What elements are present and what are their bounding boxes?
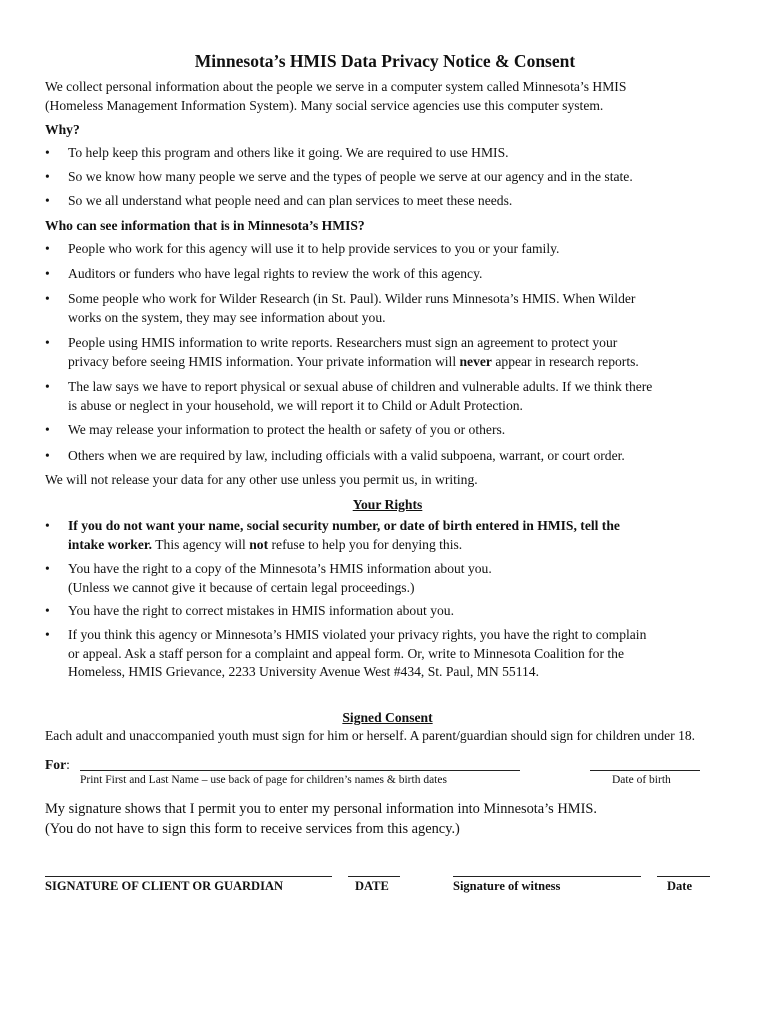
why-item: • To help keep this program and others like it going. We are required to use HMIS. [45, 144, 730, 163]
consent-heading: Signed Consent [342, 710, 433, 725]
name-field-hint: Print First and Last Name – use back of page for children’s names & birth dates [80, 774, 447, 786]
who-item: • Others when we are required by law, including officials with a valid subpoena, warrant, or court order. [45, 447, 730, 466]
rights-item: • You have the right to a copy of the Minnesota’s HMIS information about you. (Unless we cannot give it because of certain legal proceedings.) [45, 560, 730, 597]
why-heading: Why? [45, 122, 80, 137]
who-item: • People who work for this agency will use it to help provide services to you or your family. [45, 240, 730, 259]
who-item: • Some people who work for Wilder Research (in St. Paul). Wilder runs Minnesota’s HMIS. When Wilder works on the system, they may see information about you. [45, 290, 730, 327]
client-signature-label: SIGNATURE OF CLIENT OR GUARDIAN [45, 879, 283, 893]
who-item: • The law says we have to report physical or sexual abuse of children and vulnerable adults. If we think there is abuse or neglect in your household, we will report it to Child or Adult Protection. [45, 378, 730, 415]
rights-item: • If you think this agency or Minnesota’s HMIS violated your privacy rights, you have the right to complain or appeal. Ask a staff person for a complaint and appeal form. Or, write to Minnesota Coalition for the Homeless, HMIS Grievance, 2233 University Avenue West #434, St. Paul, MN 55114. [45, 626, 730, 682]
signature-date-field[interactable] [348, 876, 400, 877]
dob-field-hint: Date of birth [612, 774, 671, 786]
never-emphasis: never [459, 353, 492, 369]
release-statement: We will not release your data for any other use unless you permit us, in writing. [45, 472, 478, 487]
client-signature-field[interactable] [45, 876, 332, 877]
who-item: • Auditors or funders who have legal rights to review the work of this agency. [45, 265, 730, 284]
rights-heading: Your Rights [352, 497, 423, 512]
date-of-birth-field[interactable] [590, 770, 700, 771]
for-label: For: [45, 757, 70, 772]
intro-line-1: We collect personal information about the people we serve in a computer system called Minnesota’s HMIS [45, 79, 627, 94]
why-item: • So we all understand what people need and can plan services to meet these needs. [45, 192, 730, 211]
intro-line-2: (Homeless Management Information System). Many social service agencies use this computer system. [45, 97, 604, 113]
witness-date-label: Date [667, 879, 692, 893]
witness-signature-label: Signature of witness [453, 879, 561, 893]
client-name-field[interactable] [80, 770, 520, 771]
why-item: • So we know how many people we serve and the types of people we serve at our agency and in the state. [45, 168, 730, 187]
who-heading: Who can see information that is in Minnesota’s HMIS? [45, 218, 365, 233]
intro-paragraph [45, 78, 730, 115]
signature-date-label: DATE [355, 879, 389, 893]
consent-statement: My signature shows that I permit you to enter my personal information into Minnesota’s HMIS. (You do not have to sign this form to receive services from this agency.) [45, 801, 597, 837]
rights-item: • If you do not want your name, social security number, or date of birth entered in HMIS, tell the intake worker. This agency will not refuse to help you for denying this. [45, 517, 730, 554]
consent-note: Each adult and unaccompanied youth must sign for him or herself. A parent/guardian should sign for children under 18. [45, 728, 696, 743]
rights-item: • You have the right to correct mistakes in HMIS information about you. [45, 602, 730, 621]
who-item: • We may release your information to protect the health or safety of you or others. [45, 421, 730, 440]
who-item: • People using HMIS information to write reports. Researchers must sign an agreement to protect your privacy before seeing HMIS information. Your private information will never appear in research reports. [45, 334, 730, 371]
witness-date-field[interactable] [657, 876, 710, 877]
witness-signature-field[interactable] [453, 876, 641, 877]
page-title: Minnesota’s HMIS Data Privacy Notice & Consent [194, 51, 576, 71]
